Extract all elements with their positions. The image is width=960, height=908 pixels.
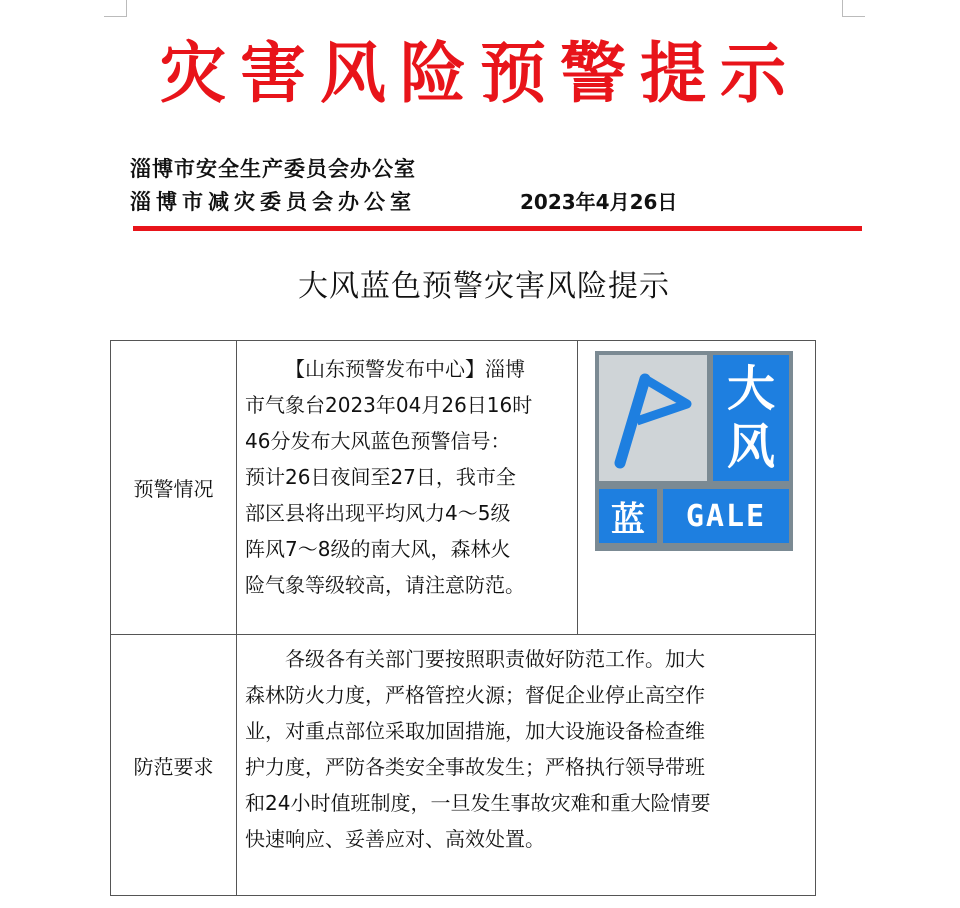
row-label-warning: 预警情况 — [111, 341, 237, 635]
text-line: 阵风7～8级的南大风，森林火 — [245, 537, 511, 561]
signal-image-cell — [578, 341, 816, 635]
text-line: 部区县将出现平均风力4～5级 — [245, 501, 511, 525]
row-label-prevention: 防范要求 — [111, 635, 237, 896]
warning-detail-text — [245, 351, 567, 603]
text-line: 市气象台2023年04月26日16时 — [245, 393, 533, 417]
signal-color-label: 蓝 — [599, 489, 657, 543]
signal-chinese-label — [713, 355, 789, 481]
signal-char-da: 大 — [726, 361, 775, 417]
issuing-office-2: 淄博市减灾委员会办公室 — [130, 190, 416, 214]
red-divider — [133, 226, 862, 231]
banner-title: 灾害风险预警提示 — [160, 34, 800, 112]
page-corner-mark-left — [104, 0, 127, 17]
text-line: 森林防火力度，严格管控火源；督促企业停止高空作 — [245, 683, 705, 707]
signal-english-label: GALE — [663, 489, 789, 543]
text-line: 46分发布大风蓝色预警信号： — [245, 429, 511, 453]
text-line: 【山东预警发布中心】淄博 — [285, 357, 525, 381]
text-line: 各级各有关部门要按照职责做好防范工作。加大 — [285, 647, 705, 671]
page-corner-mark-right — [842, 0, 865, 17]
wind-flag-icon — [599, 355, 707, 481]
signal-char-feng: 风 — [726, 419, 775, 475]
prevention-detail-text — [245, 641, 803, 857]
prevention-detail-cell — [237, 635, 816, 896]
text-line: 和24小时值班制度，一旦发生事故灾难和重大险情要 — [245, 791, 711, 815]
blue-gale-warning-signal — [595, 351, 793, 551]
document-title: 大风蓝色预警灾害风险提示 — [298, 269, 670, 304]
text-line: 业，对重点部位采取加固措施，加大设施设备检查维 — [245, 719, 705, 743]
issuing-office-1: 淄博市安全生产委员会办公室 — [130, 157, 416, 181]
wind-flag-svg — [599, 355, 707, 481]
warning-detail-cell — [237, 341, 578, 635]
text-line: 预计26日夜间至27日，我市全 — [245, 465, 516, 489]
warning-table — [110, 340, 816, 896]
issue-date: 2023年4月26日 — [520, 190, 678, 214]
text-line: 护力度，严防各类安全事故发生；严格执行领导带班 — [245, 755, 705, 779]
text-line: 险气象等级较高，请注意防范。 — [245, 573, 525, 597]
table-row — [111, 635, 816, 896]
table-row — [111, 341, 816, 635]
text-line: 快速响应、妥善应对、高效处置。 — [245, 827, 545, 851]
